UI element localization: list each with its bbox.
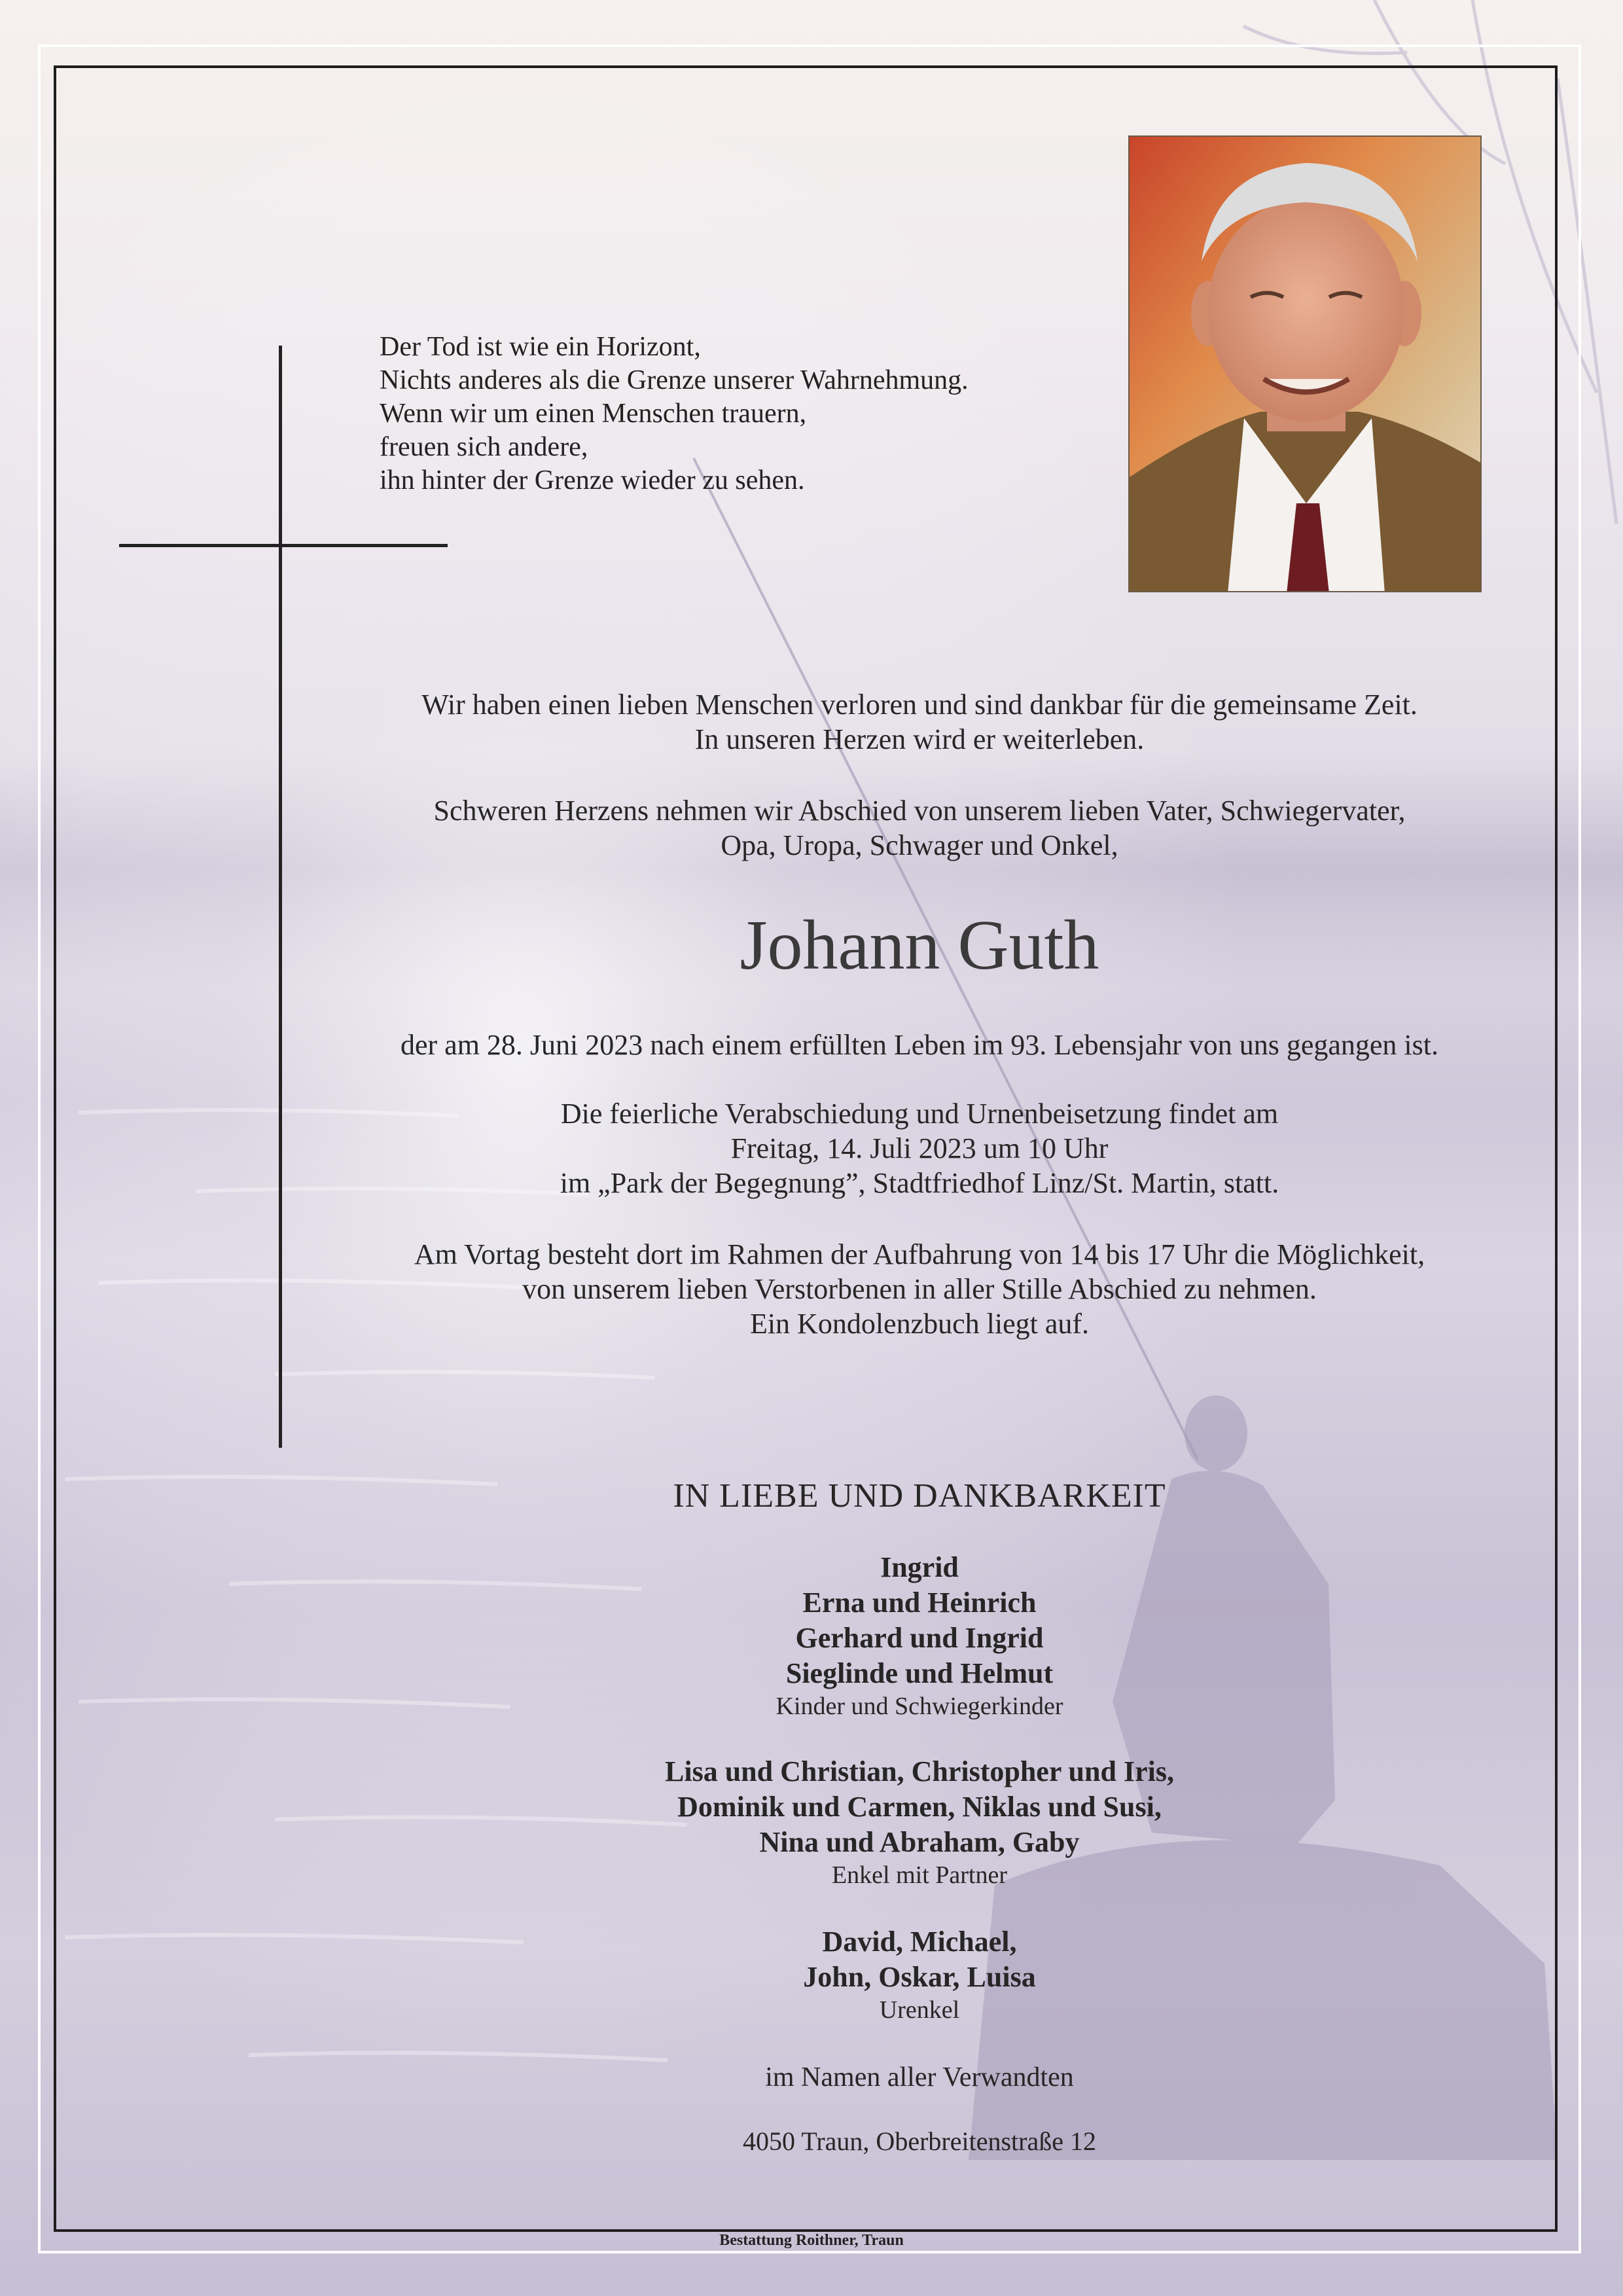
viewing-paragraph — [347, 1237, 1492, 1341]
viewing-line: Ein Kondolenzbuch liegt auf. — [749, 1308, 1090, 1340]
mourner-name: Erna und Heinrich — [802, 1587, 1037, 1619]
mourner-name: David, Michael, — [822, 1926, 1017, 1958]
cross-horizontal-bar — [119, 544, 448, 547]
poem-line: Der Tod ist wie ein Horizont, — [380, 332, 701, 362]
cross-vertical-bar — [279, 346, 282, 1448]
poem — [380, 331, 969, 497]
viewing-line: von unserem lieben Verstorbenen in aller Stille Abschied zu nehmen. — [522, 1273, 1317, 1305]
intro-paragraph — [347, 687, 1492, 757]
ceremony-line: im „Park der Begegnung”, Stadtfriedhof Linz/St. Martin, statt. — [560, 1167, 1279, 1199]
ceremony-paragraph — [347, 1096, 1492, 1200]
children-group — [347, 1550, 1492, 1721]
mourner-name: Lisa und Christian, Christopher und Iris, — [665, 1755, 1174, 1787]
viewing-line: Am Vortag besteht dort im Rahmen der Aufbahrung von 14 bis 17 Uhr die Möglichkeit, — [414, 1238, 1425, 1270]
relatives-line: im Namen aller Verwandten — [765, 2062, 1074, 2092]
intro-line: In unseren Herzen wird er weiterleben. — [694, 723, 1145, 755]
mourner-name: Gerhard und Ingrid — [795, 1622, 1044, 1654]
farewell-paragraph — [347, 793, 1492, 863]
funeral-home-credit: Bestattung Roithner, Traun — [719, 2232, 904, 2249]
mourner-name: Sieglinde und Helmut — [785, 1657, 1054, 1689]
ceremony-line: Die feierliche Verabschiedung und Urnenbeisetzung findet am — [560, 1098, 1279, 1130]
poem-line: Nichts anderes als die Grenze unserer Wahrnehmung. — [380, 365, 969, 395]
portrait-photo — [1128, 135, 1482, 592]
great-grandchildren-group — [347, 1924, 1492, 2025]
poem-line: freuen sich andere, — [380, 432, 588, 462]
death-notice: der am 28. Juni 2023 nach einem erfüllten Leben im 93. Lebensjahr von uns gegangen ist. — [400, 1029, 1439, 1061]
mourner-name: Dominik und Carmen, Niklas und Susi, — [677, 1791, 1162, 1823]
group-label: Urenkel — [879, 1996, 960, 2024]
mourner-name: Ingrid — [880, 1551, 959, 1583]
mourner-name: John, Oskar, Luisa — [803, 1961, 1036, 1993]
farewell-line: Schweren Herzens nehmen wir Abschied von unserem lieben Vater, Schwiegervater, — [433, 795, 1406, 827]
poem-line: Wenn wir um einen Menschen trauern, — [380, 399, 807, 429]
grandchildren-group — [347, 1754, 1492, 1890]
mourner-name: Nina und Abraham, Gaby — [759, 1826, 1080, 1858]
deceased-name: Johann Guth — [740, 906, 1099, 984]
address-line: 4050 Traun, Oberbreitenstraße 12 — [743, 2126, 1096, 2156]
mourners-heading: IN LIEBE UND DANKBARKEIT — [673, 1477, 1166, 1515]
group-label: Enkel mit Partner — [831, 1861, 1008, 1889]
group-label: Kinder und Schwiegerkinder — [776, 1693, 1063, 1720]
ceremony-line: Freitag, 14. Juli 2023 um 10 Uhr — [730, 1132, 1109, 1164]
farewell-line: Opa, Uropa, Schwager und Onkel, — [721, 829, 1118, 861]
intro-line: Wir haben einen lieben Menschen verloren und sind dankbar für die gemeinsame Zeit. — [421, 689, 1418, 721]
poem-line: ihn hinter der Grenze wieder zu sehen. — [380, 465, 805, 495]
